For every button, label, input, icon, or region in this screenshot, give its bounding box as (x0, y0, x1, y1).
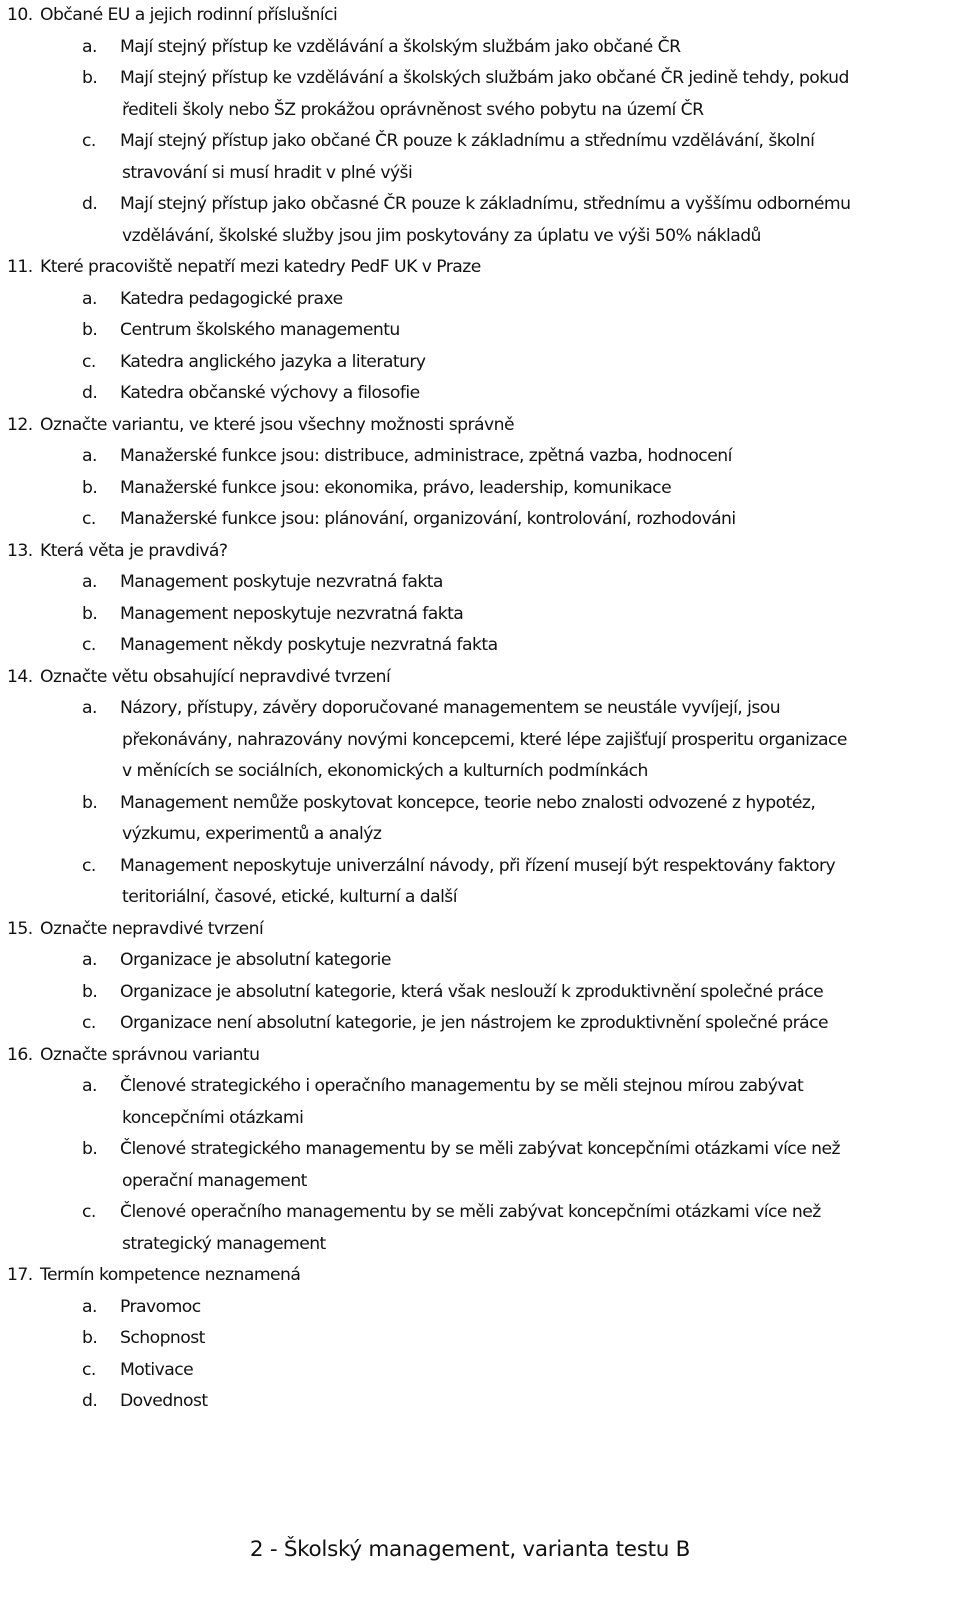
option-letter: a. (82, 36, 97, 57)
option-text (120, 945, 950, 977)
question-14 (0, 662, 960, 914)
option-text-line: Manažerské funkce jsou: distribuce, administrace, zpětná vazba, hodnocení (120, 446, 732, 466)
option-text (120, 126, 950, 189)
answer-option (0, 1008, 960, 1040)
option-text (120, 473, 950, 505)
question-12 (0, 410, 960, 536)
answer-option (0, 1071, 960, 1134)
option-letter: c. (82, 351, 96, 372)
option-text-line: Členové operačního managementu by se měli zabývat koncepčními otázkami více než (120, 1202, 821, 1222)
question-16 (0, 1040, 960, 1261)
question-heading (0, 410, 960, 442)
option-text (120, 1292, 950, 1324)
question-text: Označte větu obsahující nepravdivé tvrzení (40, 666, 391, 687)
option-text (120, 851, 950, 914)
question-heading (0, 1260, 960, 1292)
option-text-line: Názory, přístupy, závěry doporučované managementem se neustále vyvíjejí, jsou (120, 698, 781, 718)
question-number: 16. (7, 1044, 33, 1065)
option-text-line: Schopnost (120, 1328, 205, 1348)
option-text (120, 504, 950, 536)
answer-option (0, 441, 960, 473)
option-text (120, 347, 950, 379)
option-letter: a. (82, 1296, 97, 1317)
option-letter: a. (82, 572, 97, 592)
question-13 (0, 536, 960, 662)
option-text (120, 1323, 950, 1355)
answer-option (0, 1386, 960, 1418)
answer-option (0, 1134, 960, 1197)
option-letter: a. (82, 1076, 97, 1096)
option-text-line: stravování si musí hradit v plné výši (122, 162, 413, 183)
option-text-line: Mají stejný přístup ke vzdělávání a školských službám jako občané ČR jedině tehdy, pokud (120, 68, 849, 88)
answer-option (0, 284, 960, 316)
option-letter: a. (82, 446, 97, 466)
question-17 (0, 1260, 960, 1418)
answer-option (0, 504, 960, 536)
option-text (120, 189, 950, 252)
option-text-line: Členové strategického managementu by se měli zabývat koncepčními otázkami více než (120, 1139, 840, 1159)
option-text-line: výzkumu, experimentů a analýz (122, 824, 382, 844)
option-text-line: překonávány, nahrazovány novými koncepcemi, které lépe zajišťují prosperitu organizace (122, 729, 847, 750)
option-text-line: Manažerské funkce jsou: ekonomika, právo, leadership, komunikace (120, 477, 672, 498)
answer-option (0, 189, 960, 252)
question-heading (0, 662, 960, 694)
option-letter: d. (82, 1391, 98, 1411)
page-footer: 2 - Školský management, varianta testu B (249, 1537, 691, 1562)
question-heading (0, 1040, 960, 1072)
option-text-line: operační management (122, 1170, 307, 1191)
answer-option (0, 945, 960, 977)
option-text-line: Katedra anglického jazyka a literatury (120, 351, 426, 372)
option-text-line: teritoriální, časové, etické, kulturní a další (122, 887, 457, 907)
question-10 (0, 0, 960, 252)
answer-option (0, 630, 960, 662)
question-heading (0, 914, 960, 946)
option-letter: c. (82, 855, 96, 876)
option-letter: a. (82, 698, 97, 718)
option-letter: b. (82, 603, 98, 624)
option-text-line: Management neposkytuje nezvratná fakta (120, 603, 464, 624)
option-letter: b. (82, 981, 98, 1002)
answer-option (0, 851, 960, 914)
question-number: 14. (7, 666, 33, 687)
answer-option (0, 347, 960, 379)
option-text-line: Management někdy poskytuje nezvratná fakta (120, 635, 498, 655)
option-letter: a. (82, 950, 97, 970)
option-text (120, 788, 950, 851)
option-text (120, 1197, 950, 1260)
question-text: Označte nepravdivé tvrzení (40, 918, 264, 939)
option-text (120, 378, 950, 410)
answer-option (0, 378, 960, 410)
question-number: 12. (7, 414, 33, 435)
option-text (120, 63, 950, 126)
option-text (120, 1386, 950, 1418)
answer-option (0, 1197, 960, 1260)
option-text-line: Organizace není absolutní kategorie, je jen nástrojem ke zproduktivnění společné práce (120, 1013, 829, 1033)
option-text-line: Management poskytuje nezvratná fakta (120, 572, 443, 592)
answer-option (0, 32, 960, 64)
option-letter: c. (82, 131, 96, 151)
option-text (120, 441, 950, 473)
question-text: Které pracoviště nepatří mezi katedry PedF UK v Praze (40, 257, 481, 277)
question-number: 10. (7, 5, 33, 25)
option-text (120, 32, 950, 64)
answer-option (0, 1292, 960, 1324)
question-text: Označte správnou variantu (40, 1044, 260, 1065)
option-text (120, 630, 950, 662)
option-text-line: vzdělávání, školské služby jsou jim poskytovány za úplatu ve výši 50% nákladů (122, 225, 761, 246)
option-letter: a. (82, 288, 97, 309)
option-text-line: koncepčními otázkami (122, 1107, 304, 1128)
option-letter: d. (82, 383, 98, 403)
option-letter: b. (82, 68, 98, 88)
option-text-line: Katedra pedagogické praxe (120, 288, 343, 309)
question-number: 13. (7, 540, 33, 561)
answer-option (0, 599, 960, 631)
option-text-line: Mají stejný přístup jako občasné ČR pouze k základnímu, střednímu a vyššímu odbornému (120, 194, 851, 214)
question-heading (0, 536, 960, 568)
answer-option (0, 63, 960, 126)
answer-option (0, 977, 960, 1009)
question-text: Označte variantu, ve které jsou všechny možnosti správně (40, 414, 515, 435)
question-15 (0, 914, 960, 1040)
option-text (120, 1134, 950, 1197)
answer-option (0, 567, 960, 599)
option-text (120, 599, 950, 631)
answer-option (0, 788, 960, 851)
option-text (120, 1355, 950, 1387)
question-number: 11. (7, 257, 33, 277)
option-text-line: Organizace je absolutní kategorie, která však neslouží k zproduktivnění společné práce (120, 981, 824, 1002)
option-text (120, 977, 950, 1009)
option-text-line: Centrum školského managementu (120, 320, 400, 340)
option-text-line: v měnících se sociálních, ekonomických a kulturních podmínkách (122, 761, 648, 781)
option-letter: b. (82, 1328, 98, 1348)
option-letter: c. (82, 1013, 96, 1033)
option-text (120, 1071, 950, 1134)
option-letter: c. (82, 1359, 96, 1380)
question-11 (0, 252, 960, 410)
option-letter: c. (82, 635, 96, 655)
option-letter: b. (82, 1139, 98, 1159)
option-text-line: Členové strategického i operačního managementu by se měli stejnou mírou zabývat (120, 1076, 804, 1096)
option-text-line: Manažerské funkce jsou: plánování, organizování, kontrolování, rozhodováni (120, 509, 736, 529)
question-text: Termín kompetence neznamená (40, 1265, 301, 1285)
option-letter: c. (82, 509, 96, 529)
answer-option (0, 315, 960, 347)
question-heading (0, 252, 960, 284)
option-text (120, 315, 950, 347)
answer-option (0, 1323, 960, 1355)
option-letter: b. (82, 320, 98, 340)
answer-option (0, 693, 960, 788)
option-letter: d. (82, 194, 98, 214)
option-text-line: Management nemůže poskytovat koncepce, teorie nebo znalosti odvozené z hypotéz, (120, 792, 816, 813)
option-text-line: Management neposkytuje univerzální návody, při řízení musejí být respektovány faktory (120, 855, 836, 876)
question-number: 15. (7, 918, 33, 939)
option-text-line: Organizace je absolutní kategorie (120, 950, 391, 970)
option-letter: b. (82, 792, 98, 813)
answer-option (0, 1355, 960, 1387)
option-text-line: Mají stejný přístup ke vzdělávání a školským službám jako občané ČR (120, 36, 681, 57)
option-text (120, 284, 950, 316)
answer-option (0, 473, 960, 505)
option-letter: c. (82, 1202, 96, 1222)
option-text (120, 693, 950, 788)
option-text-line: Katedra občanské výchovy a filosofie (120, 383, 420, 403)
option-text-line: Mají stejný přístup jako občané ČR pouze k základnímu a střednímu vzdělávání, školní (120, 131, 815, 151)
option-text (120, 1008, 950, 1040)
option-text (120, 567, 950, 599)
question-text: Která věta je pravdivá? (40, 540, 228, 561)
question-number: 17. (7, 1265, 33, 1285)
answer-option (0, 126, 960, 189)
option-text-line: řediteli školy nebo ŠZ prokážou oprávněnost svého pobytu na území ČR (122, 99, 704, 120)
option-text-line: Motivace (120, 1359, 194, 1380)
option-text-line: Pravomoc (120, 1296, 201, 1317)
option-text-line: strategický management (122, 1233, 326, 1254)
option-text-line: Dovednost (120, 1391, 208, 1411)
question-text: Občané EU a jejich rodinní příslušníci (40, 5, 338, 25)
question-heading (0, 0, 960, 32)
option-letter: b. (82, 477, 98, 498)
